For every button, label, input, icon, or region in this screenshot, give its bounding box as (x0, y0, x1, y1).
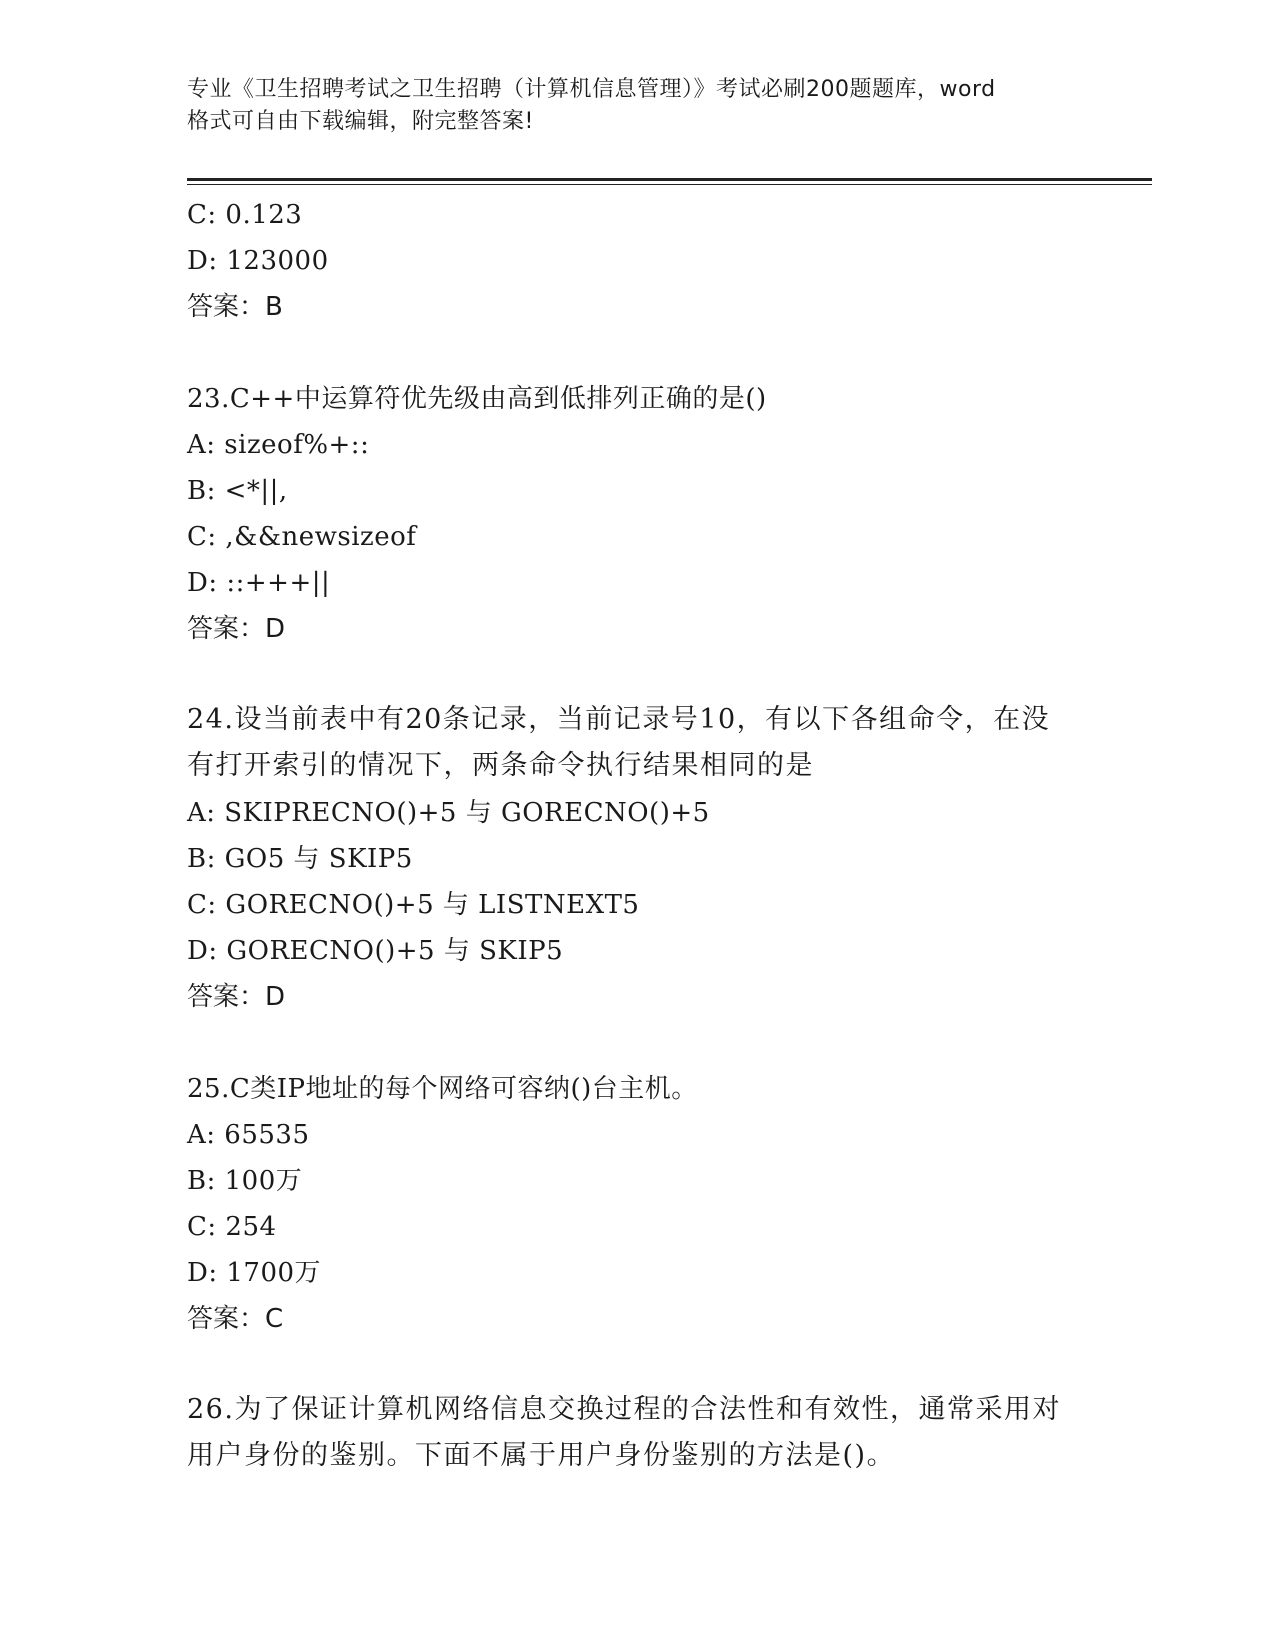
answer: 答案：D (187, 614, 286, 644)
answer: 答案：C (187, 1304, 284, 1334)
question-23 (187, 376, 1147, 652)
question-text-line-2: 有打开索引的情况下，两条命令执行结果相同的是 (187, 750, 814, 781)
spacer (187, 1020, 1147, 1066)
question-text: 25.C类IP地址的每个网络可容纳()台主机。 (187, 1074, 698, 1104)
header-divider-thin (187, 184, 1152, 185)
option-c: C: 0.123 (187, 200, 303, 230)
option-c: C: ,&&newsizeof (187, 522, 417, 552)
header-divider-thick (187, 178, 1152, 181)
header-line-2: 格式可自由下载编辑，附完整答案! (187, 109, 534, 134)
question-text-line-2: 用户身份的鉴别。下面不属于用户身份鉴别的方法是()。 (187, 1440, 896, 1471)
option-b: B: 100万 (187, 1166, 303, 1196)
question-text-line-1: 26.为了保证计算机网络信息交换过程的合法性和有效性，通常采用对 (187, 1394, 1061, 1425)
header-line-1: 专业《卫生招聘考试之卫生招聘（计算机信息管理）》考试必刷200题题库，word (187, 77, 996, 102)
option-c: C: GORECNO()+5 与 LISTNEXT5 (187, 890, 640, 920)
option-a: A: sizeof%+:: (187, 430, 370, 460)
answer: 答案：D (187, 982, 286, 1012)
option-b: B: GO5 与 SKIP5 (187, 844, 413, 874)
option-c: C: 254 (187, 1212, 277, 1242)
option-d: D: GORECNO()+5 与 SKIP5 (187, 936, 564, 966)
question-text: 23.C++中运算符优先级由高到低排列正确的是() (187, 384, 767, 414)
option-a: A: SKIPRECNO()+5 与 GORECNO()+5 (187, 798, 710, 828)
option-d: D: ::+++|| (187, 568, 331, 598)
spacer (187, 330, 1147, 376)
option-d: D: 1700万 (187, 1258, 322, 1288)
question-22-tail (187, 192, 1147, 330)
spacer (187, 652, 1147, 698)
question-24 (187, 698, 1147, 1020)
question-25 (187, 1066, 1147, 1342)
document-header (187, 74, 1087, 138)
question-text-line-1: 24.设当前表中有20条记录，当前记录号10，有以下各组命令，在没 (187, 704, 1051, 735)
question-26 (187, 1388, 1147, 1480)
spacer (187, 1342, 1147, 1388)
question-list (187, 192, 1147, 1480)
option-d: D: 123000 (187, 246, 329, 276)
option-b: B: <*||, (187, 476, 288, 506)
answer: 答案：B (187, 292, 283, 322)
option-a: A: 65535 (187, 1120, 310, 1150)
